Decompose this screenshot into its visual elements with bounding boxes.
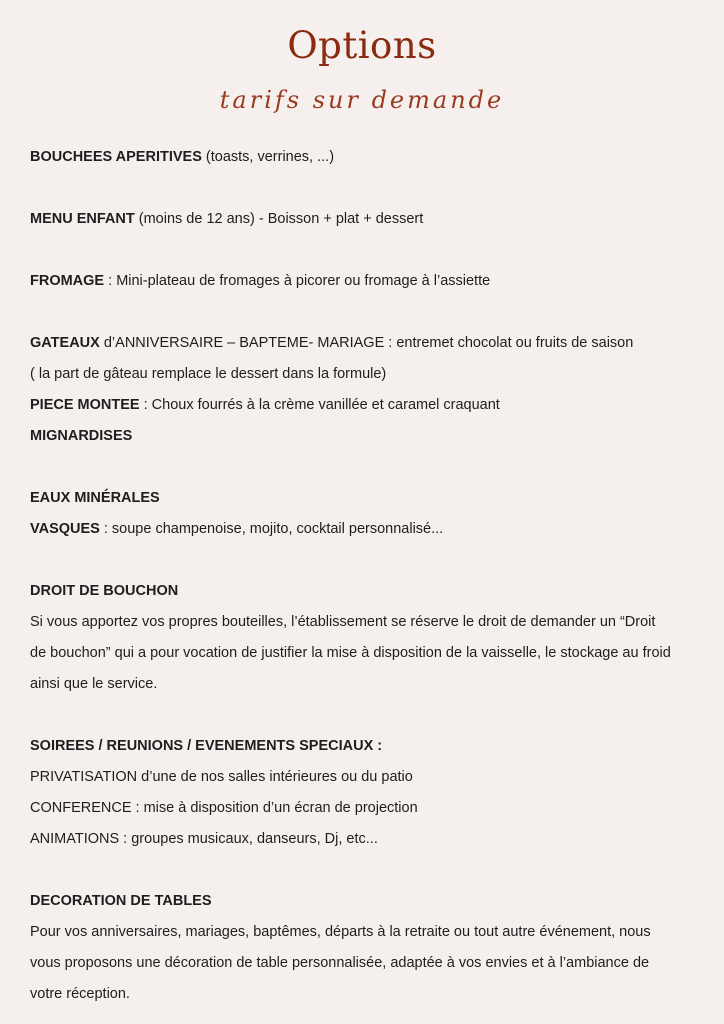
option-vasques — [30, 519, 443, 539]
option-text: : Choux fourrés à la crème vanillée et caramel craquant — [139, 397, 500, 413]
section-decoration — [30, 891, 212, 911]
option-label: BOUCHEES APERITIVES — [30, 149, 202, 165]
option-text: d’ANNIVERSAIRE – BAPTEME- MARIAGE : entremet chocolat ou fruits de saison — [99, 335, 634, 351]
option-gateaux-note — [30, 364, 386, 384]
option-text: : soupe champenoise, mojito, cocktail personnalisé... — [99, 521, 444, 537]
option-text: votre réception. — [30, 986, 130, 1002]
option-text: (moins de 12 ans) - Boisson + plat + dessert — [134, 211, 424, 227]
option-label: EAUX MINÉRALES — [30, 490, 160, 506]
option-bouchees — [30, 147, 334, 167]
paragraph-line — [30, 674, 157, 694]
section-heading: DROIT DE BOUCHON — [30, 583, 179, 599]
section-soirees — [30, 736, 382, 756]
option-text: PRIVATISATION d’une de nos salles intérieures ou du patio — [30, 769, 413, 785]
paragraph-line — [30, 953, 649, 973]
option-menu-enfant — [30, 209, 423, 229]
option-privatisation — [30, 767, 413, 787]
option-text: Pour vos anniversaires, mariages, baptêmes, départs à la retraite ou tout autre événement, nous — [30, 924, 651, 940]
paragraph-line — [30, 643, 671, 663]
paragraph-line — [30, 612, 655, 632]
option-text: ANIMATIONS : groupes musicaux, danseurs, Dj, etc... — [30, 831, 378, 847]
option-text: ainsi que le service. — [30, 676, 158, 692]
paragraph-line — [30, 922, 651, 942]
option-text: ( la part de gâteau remplace le dessert dans la formule) — [30, 366, 387, 382]
option-label: MENU ENFANT — [30, 211, 135, 227]
option-text: Si vous apportez vos propres bouteilles, l’établissement se réserve le droit de demander un “Droit — [30, 614, 656, 630]
option-gateaux — [30, 333, 633, 353]
option-piece-montee — [30, 395, 500, 415]
option-label: VASQUES — [30, 521, 100, 537]
option-text: vous proposons une décoration de table personnalisée, adaptée à vos envies et à l’ambiance de — [30, 955, 650, 971]
option-label: GATEAUX — [30, 335, 100, 351]
section-heading: SOIREES / REUNIONS / EVENEMENTS SPECIAUX : — [30, 738, 383, 754]
option-label: MIGNARDISES — [30, 428, 133, 444]
option-text: CONFERENCE : mise à disposition d’un écran de projection — [30, 800, 418, 816]
section-droit-de-bouchon — [30, 581, 178, 601]
page-title: Options — [287, 24, 437, 67]
option-conference — [30, 798, 418, 818]
option-animations — [30, 829, 378, 849]
option-fromage — [30, 271, 490, 291]
option-label: FROMAGE — [30, 273, 105, 289]
option-text: : Mini-plateau de fromages à picorer ou fromage à l’assiette — [104, 273, 491, 289]
section-heading: DECORATION DE TABLES — [30, 893, 212, 909]
option-mignardises — [30, 426, 132, 446]
option-text: de bouchon” qui a pour vocation de justifier la mise à disposition de la vaisselle, le stockage au froid — [30, 645, 671, 661]
option-eaux-minerales — [30, 488, 160, 508]
page-subtitle: tarifs sur demande — [219, 86, 505, 114]
paragraph-line — [30, 984, 130, 1004]
option-text: (toasts, verrines, ...) — [201, 149, 335, 165]
option-label: PIECE MONTEE — [30, 397, 140, 413]
